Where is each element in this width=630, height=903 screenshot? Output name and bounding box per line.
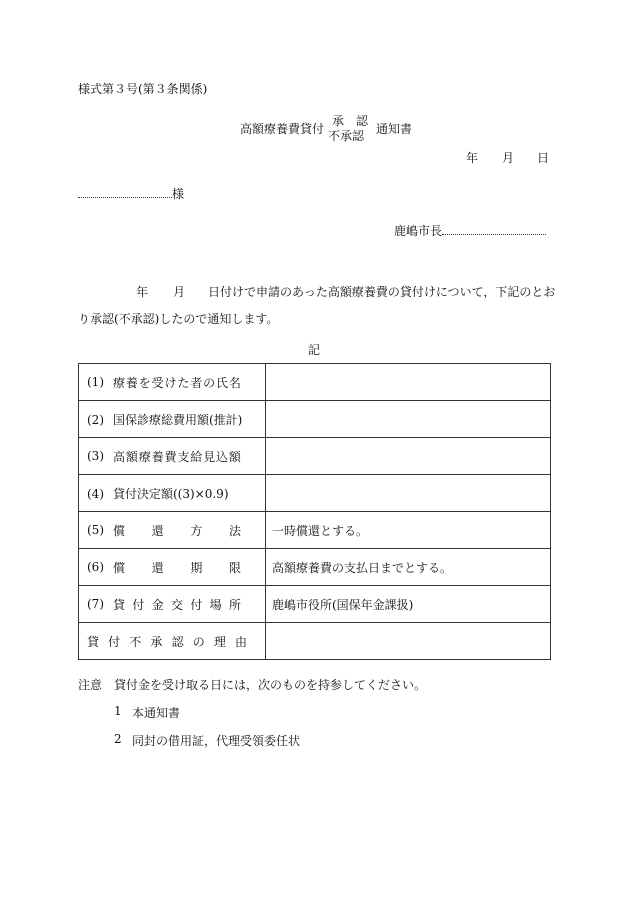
row-label-cell — [79, 401, 266, 438]
row-label-cell — [79, 364, 266, 401]
note-item-text: 同封の借用証，代理受領委任状 — [132, 734, 301, 748]
title-suffix: 通知書 — [376, 122, 413, 136]
row-label — [113, 448, 241, 465]
label-char: 貸 — [113, 597, 126, 612]
table-row — [79, 549, 551, 586]
row-value — [266, 475, 551, 512]
label-char: 所 — [228, 597, 241, 612]
label-char: 額 — [228, 449, 241, 464]
label-char: 交 — [170, 597, 183, 612]
form-number: 様式第３号(第３条関係) — [78, 82, 208, 96]
label-char: 者 — [190, 375, 203, 390]
note-item-number: 1 — [114, 704, 122, 718]
label-char: 限 — [228, 560, 241, 575]
title-prefix: 高額療養費貸付 — [240, 122, 325, 136]
row-number: (4) — [87, 486, 104, 501]
ki-heading: 記 — [308, 343, 321, 357]
row-value: 高額療養費の支払日までとする。 — [266, 549, 551, 586]
label-char: 不 — [129, 634, 142, 649]
table-row — [79, 586, 551, 623]
row-number: (5) — [87, 522, 104, 537]
label-char: 還 — [151, 523, 164, 538]
label-char: 期 — [190, 560, 203, 575]
label-char: 償 — [113, 523, 126, 538]
label-char: 認 — [171, 634, 184, 649]
label-char: の — [192, 634, 205, 649]
sender-title: 鹿嶋市長 — [394, 224, 443, 238]
label-char: 込 — [216, 449, 229, 464]
note-item-text: 本通知書 — [132, 706, 181, 720]
row-value — [266, 401, 551, 438]
label-char: 金 — [151, 597, 164, 612]
details-table — [78, 363, 551, 660]
body-line2: り承認(不承認)したので通知します。 — [78, 312, 279, 326]
table-row — [79, 512, 551, 549]
label-char: 還 — [151, 560, 164, 575]
label-char: 場 — [209, 597, 222, 612]
row-label — [113, 374, 241, 391]
row-label-cell — [79, 438, 266, 475]
table-row — [79, 438, 551, 475]
label-char: 方 — [190, 523, 203, 538]
label-char: 理 — [213, 634, 226, 649]
notes-heading: 注意 — [78, 678, 103, 692]
row-label-cell — [79, 586, 266, 623]
label-char: 法 — [228, 523, 241, 538]
row-value: 一時償還とする。 — [266, 512, 551, 549]
row-value — [266, 623, 551, 660]
row-number: (7) — [87, 596, 104, 611]
label-char: 由 — [234, 634, 247, 649]
row-number: (1) — [87, 374, 104, 389]
table-row — [79, 364, 551, 401]
title-option-reject: 不承認 — [328, 129, 365, 143]
body-line1: 日付けで申請のあった高額療養費の貸付けについて，下記のとお — [208, 285, 556, 299]
label-char: 受 — [151, 375, 164, 390]
addressee-suffix: 様 — [172, 187, 185, 201]
row-label — [87, 633, 247, 650]
label-char: 付 — [190, 597, 203, 612]
label-char: 見 — [203, 449, 216, 464]
date-day: 日 — [537, 151, 550, 165]
body-month: 月 — [173, 285, 186, 299]
row-number: (2) — [87, 412, 104, 427]
label-char: 給 — [190, 449, 203, 464]
label-char: 高 — [113, 449, 126, 464]
table-row — [79, 401, 551, 438]
note-item-number: 2 — [114, 732, 122, 746]
row-label: 貸付決定額((3)×0.9) — [113, 486, 229, 501]
label-char: 療 — [113, 375, 126, 390]
label-char: の — [203, 375, 216, 390]
label-char: 支 — [177, 449, 190, 464]
row-label-cell — [79, 549, 266, 586]
date-year: 年 — [466, 151, 479, 165]
row-value — [266, 438, 551, 475]
label-char: 償 — [113, 560, 126, 575]
row-label — [113, 596, 241, 613]
row-label: 国保診療総費用額(推計) — [113, 412, 243, 427]
label-char: 氏 — [216, 375, 229, 390]
addressee-blank — [78, 185, 172, 198]
table-row — [79, 623, 551, 660]
table-row — [79, 475, 551, 512]
notes-text: 貸付金を受け取る日には，次のものを持参してください。 — [114, 678, 427, 692]
label-char: け — [164, 375, 177, 390]
title-option-approve: 承 認 — [332, 114, 369, 128]
label-char: 養 — [151, 449, 164, 464]
row-label — [113, 559, 241, 576]
label-char: 療 — [138, 449, 151, 464]
sender-blank — [442, 222, 546, 235]
body-year: 年 — [136, 285, 149, 299]
row-value — [266, 364, 551, 401]
row-label-cell — [79, 475, 266, 512]
label-char: を — [138, 375, 151, 390]
sender-line — [394, 222, 546, 239]
date-month: 月 — [502, 151, 515, 165]
label-char: 養 — [125, 375, 138, 390]
label-char: 費 — [164, 449, 177, 464]
row-label — [113, 522, 241, 539]
row-value: 鹿嶋市役所(国保年金課扱) — [266, 586, 551, 623]
label-char: 付 — [108, 634, 121, 649]
row-number: (6) — [87, 559, 104, 574]
label-char: 付 — [132, 597, 145, 612]
label-char: 承 — [150, 634, 163, 649]
row-number: (3) — [87, 448, 104, 463]
label-char: 名 — [228, 375, 241, 390]
row-label-cell — [79, 623, 266, 660]
label-char: た — [177, 375, 190, 390]
row-label-cell — [79, 512, 266, 549]
label-char: 貸 — [87, 634, 100, 649]
addressee-line — [78, 185, 184, 202]
label-char: 額 — [125, 449, 138, 464]
